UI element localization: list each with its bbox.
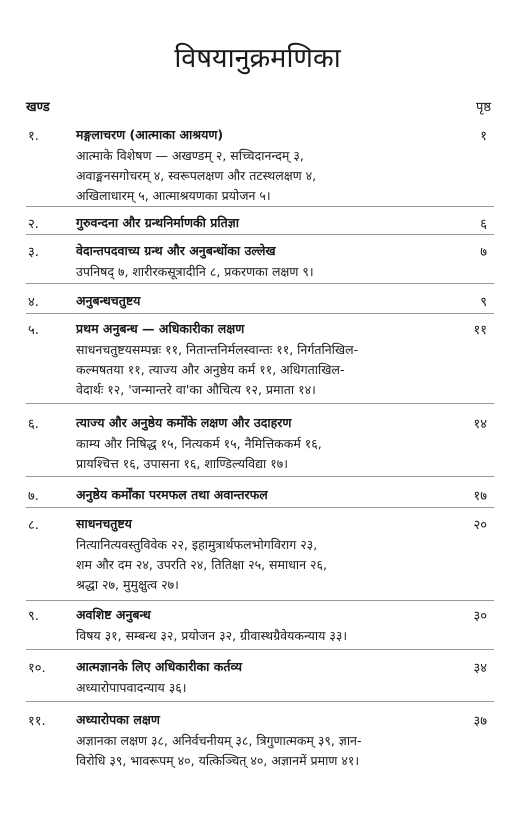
entry-number: ५.	[28, 323, 39, 338]
entry-heading: त्याज्य और अनुष्ठेय कर्मोंके लक्षण और उदाहरण	[76, 415, 292, 430]
entry-page: ३७	[473, 714, 487, 729]
entry-number: ११.	[28, 714, 46, 729]
divider	[26, 206, 494, 207]
subtopic-line: वेदार्थः १२, 'जन्मान्तरे वा'का औचित्य १२, प्रमाता १४।	[76, 382, 316, 397]
entry-heading: प्रथम अनुबन्ध — अधिकारीका लक्षण	[76, 321, 245, 336]
entry-number: १.	[28, 129, 39, 144]
entry-subtopics	[76, 146, 476, 206]
subtopic-line: साधनचतुष्टयसम्पन्नः ११, नितान्तनिर्मलस्वान्तः ११, निर्गतनिखिल-	[76, 342, 359, 357]
entry-page: ७	[480, 245, 487, 260]
subtopic-line: आत्माके विशेषण — अखण्डम् २, सच्चिदानन्दम् ३,	[76, 148, 304, 163]
subtopic-line: विरोधि ३९, भावरूपम् ४०, यत्किञ्चित् ४०, अज्ञानमें प्रमाण ४१।	[76, 753, 360, 768]
entry-number: ४.	[28, 295, 39, 310]
entry-number: ८.	[28, 518, 39, 533]
entry-heading: अनुबन्धचतुष्टय	[76, 293, 141, 308]
entry-page: १७	[473, 489, 487, 504]
entry-number: ७.	[28, 489, 39, 504]
entry-number: ३.	[28, 245, 39, 260]
entry-page: ९	[480, 295, 487, 310]
subtopic-line: अखिलाधारम् ५, आत्माश्रयणका प्रयोजन ५।	[76, 188, 271, 203]
entry-subtopics	[76, 678, 476, 698]
entry-subtopics	[76, 434, 476, 474]
entry-page: १४	[473, 417, 487, 432]
subtopic-line: शम और दम २४, उपरति २४, तितिक्षा २५, समाधान २६,	[76, 557, 328, 572]
entry-number: २.	[28, 217, 39, 232]
entry-heading: अनुष्ठेय कर्मोंका परमफल तथा अवान्तरफल	[76, 487, 268, 502]
entry-subtopics	[76, 340, 476, 400]
divider	[26, 649, 494, 650]
entry-heading: अध्यारोपका लक्षण	[76, 712, 160, 727]
entry-subtopics	[76, 262, 476, 282]
divider	[26, 600, 494, 601]
divider	[26, 403, 494, 404]
entry-page: १	[480, 129, 487, 144]
entry-heading: गुरुवन्दना और ग्रन्थनिर्माणकी प्रतिज्ञा	[76, 215, 239, 230]
subtopic-line: उपनिषद् ७, शारीरकसूत्रादीनि ८, प्रकरणका लक्षण ९।	[76, 264, 314, 279]
page-title: विषयानुक्रमणिका	[174, 43, 341, 74]
divider	[26, 701, 494, 702]
entry-number: १०.	[28, 661, 46, 676]
entry-page: ३०	[473, 609, 487, 624]
entry-page: ३४	[473, 661, 487, 676]
column-header-page: पृष्ठ	[475, 100, 491, 115]
entry-page: ११	[473, 323, 487, 338]
subtopic-line: प्रायश्चित्त १६, उपासना १६, शाण्डिल्यविद्या १७।	[76, 456, 288, 471]
entry-page: २०	[473, 518, 487, 533]
divider	[26, 507, 494, 508]
entry-subtopics	[76, 626, 476, 646]
entry-heading: मङ्गलाचरण (आत्माका आश्रयण)	[76, 127, 224, 142]
divider	[26, 234, 494, 235]
entry-number: ९.	[28, 609, 39, 624]
divider	[26, 313, 494, 314]
entry-page: ६	[480, 217, 487, 232]
entry-heading: साधनचतुष्टय	[76, 516, 132, 531]
entry-heading: वेदान्तपदवाच्य ग्रन्थ और अनुबन्धोंका उल्लेख	[76, 243, 276, 258]
subtopic-line: अध्यारोपापवादन्याय ३६।	[76, 680, 187, 695]
subtopic-line: कल्मषतया ११, त्याज्य और अनुष्ठेय कर्म ११, अधिगताखिल-	[76, 362, 345, 377]
divider	[26, 476, 494, 477]
entry-subtopics	[76, 535, 476, 595]
divider	[26, 283, 494, 284]
subtopic-line: विषय ३१, सम्बन्ध ३२, प्रयोजन ३२, ग्रीवास्थग्रैवेयकन्याय ३३।	[76, 628, 348, 643]
entry-heading: अवशिष्ट अनुबन्ध	[76, 607, 151, 622]
entry-subtopics	[76, 731, 476, 771]
subtopic-line: नित्यानित्यवस्तुविवेक २२, इहामुत्रार्थफलभोगविराग २३,	[76, 537, 318, 552]
subtopic-line: अज्ञानका लक्षण ३८, अनिर्वचनीयम् ३८, त्रिगुणात्मकम् ३९, ज्ञान-	[76, 733, 362, 748]
entry-number: ६.	[28, 417, 39, 432]
subtopic-line: अवाङ्मनसगोचरम् ४, स्वरूपलक्षण और तटस्थलक्षण ४,	[76, 168, 317, 183]
subtopic-line: काम्य और निषिद्ध १५, नित्यकर्म १५, नैमित्तिककर्म १६,	[76, 436, 322, 451]
entry-heading: आत्मज्ञानके लिए अधिकारीका कर्तव्य	[76, 659, 242, 674]
subtopic-line: श्रद्धा २७, मुमुक्षुत्व २७।	[76, 577, 179, 592]
column-header-section: खण्ड	[26, 100, 50, 115]
